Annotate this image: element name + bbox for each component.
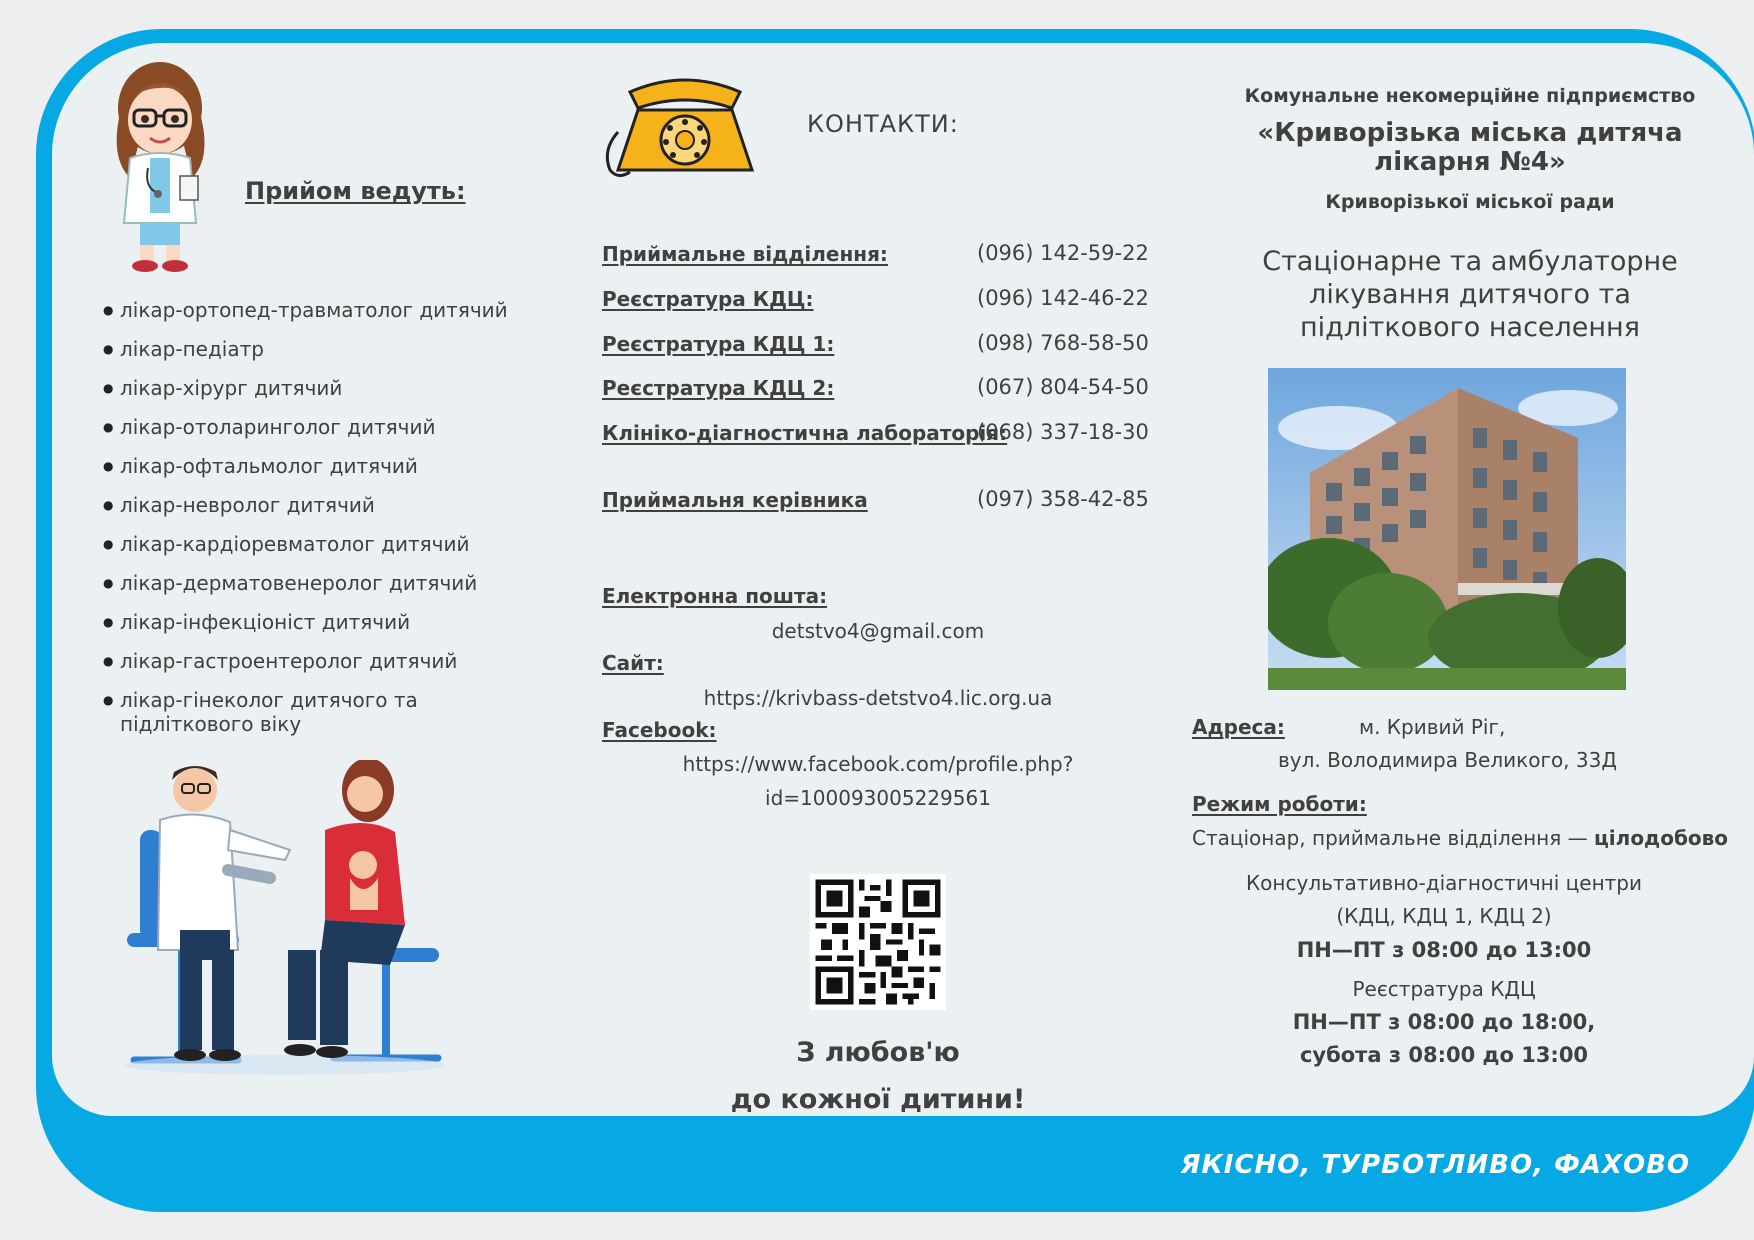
contact-label-registry: Реєстратура КДЦ:: [602, 287, 814, 311]
email-label: Електронна пошта:: [602, 584, 828, 608]
specialist-list: [103, 298, 523, 751]
service-line-3: підліткового населення: [1300, 312, 1640, 343]
contact-label-reception: Приймальне відділення:: [602, 242, 888, 266]
contact-label-lab: Клініко-діагностична лабораторія:: [602, 421, 1008, 445]
list-item: ● лікар-отоларинголог дитячий: [103, 415, 523, 439]
schedule-label: Режим роботи:: [1192, 792, 1367, 816]
registry-hours-2: субота з 08:00 до 13:00: [1299, 1043, 1589, 1067]
contact-phone-reception[interactable]: (096) 142-59-22: [977, 241, 1149, 265]
contact-phone-lab[interactable]: (068) 337-18-30: [977, 420, 1149, 444]
motto-line-2: до кожної дитини!: [730, 1084, 1026, 1115]
inpatient-hours: цілодобово: [1593, 826, 1729, 850]
list-item: ● лікар-офтальмолог дитячий: [103, 454, 523, 478]
contact-phone-registry-2[interactable]: (067) 804-54-50: [977, 375, 1149, 399]
list-item: ● лікар-педіатр: [103, 337, 523, 361]
motto-line-1: З любов'ю: [796, 1037, 960, 1068]
address-label: Адреса:: [1192, 715, 1285, 739]
address-city: м. Кривий Ріг,: [1359, 715, 1506, 739]
org-council: Криворізької міської ради: [1325, 191, 1615, 213]
list-item: ● лікар-гінеколог дитячого та підліткового віку: [103, 688, 523, 736]
site-label: Сайт:: [602, 651, 664, 675]
reception-title: Прийом ведуть:: [245, 177, 466, 205]
service-line-1: Стаціонарне та амбулаторне: [1262, 246, 1678, 277]
centers-line-2: (КДЦ, КДЦ 1, КДЦ 2): [1336, 904, 1552, 928]
inpatient-schedule: [1192, 826, 1728, 850]
doctor-patient-illustration: [120, 760, 450, 1080]
contact-phone-registry[interactable]: (096) 142-46-22: [977, 286, 1149, 310]
centers-line-1: Консультативно-діагностичні центри: [1245, 871, 1643, 895]
list-item: ● лікар-невролог дитячий: [103, 493, 523, 517]
facebook-link-line-1[interactable]: https://www.facebook.com/profile.php?: [682, 752, 1074, 776]
centers-hours: ПН—ПТ з 08:00 до 13:00: [1296, 938, 1592, 962]
list-item: ● лікар-кардіоревматолог дитячий: [103, 532, 523, 556]
contact-label-registry-1: Реєстратура КДЦ 1:: [602, 332, 835, 356]
email-link[interactable]: detstvo4@gmail.com: [771, 619, 985, 643]
qr-code[interactable]: [810, 874, 946, 1010]
facebook-label: Facebook:: [602, 718, 717, 742]
service-line-2: лікування дитячого та: [1309, 279, 1631, 310]
contact-phone-registry-1[interactable]: (098) 768-58-50: [977, 331, 1149, 355]
list-item: ● лікар-хірург дитячий: [103, 376, 523, 400]
registry-title: Реєстратура КДЦ: [1352, 977, 1536, 1001]
address-street: вул. Володимира Великого, 33Д: [1278, 748, 1617, 772]
org-name-line-2: лікарня №4»: [1374, 147, 1566, 177]
org-name-line-1: «Криворізька міська дитяча: [1257, 118, 1683, 148]
org-type: Комунальне некомерційне підприємство: [1244, 85, 1696, 107]
site-link[interactable]: https://krivbass-detstvo4.lic.org.ua: [703, 686, 1053, 710]
list-item: ● лікар-інфекціоніст дитячий: [103, 610, 523, 634]
facebook-link-line-2[interactable]: id=100093005229561: [765, 786, 991, 810]
list-item: ● лікар-ортопед-травматолог дитячий: [103, 298, 523, 322]
footer-slogan: ЯКІСНО, ТУРБОТЛИВО, ФАХОВО: [1180, 1150, 1690, 1180]
inpatient-text: Стаціонар, приймальне відділення —: [1192, 826, 1588, 850]
telephone-icon: [600, 70, 770, 182]
hospital-building-photo: [1268, 368, 1626, 690]
doctor-girl-illustration: [100, 58, 230, 278]
contact-phone-director[interactable]: (097) 358-42-85: [977, 487, 1149, 511]
list-item: ● лікар-гастроентеролог дитячий: [103, 649, 523, 673]
contact-label-registry-2: Реєстратура КДЦ 2:: [602, 376, 835, 400]
registry-hours-1: ПН—ПТ з 08:00 до 18:00,: [1292, 1010, 1596, 1034]
list-item: ● лікар-дерматовенеролог дитячий: [103, 571, 523, 595]
contacts-title: КОНТАКТИ:: [807, 110, 959, 138]
contact-label-director: Приймальня керівника: [602, 488, 868, 512]
